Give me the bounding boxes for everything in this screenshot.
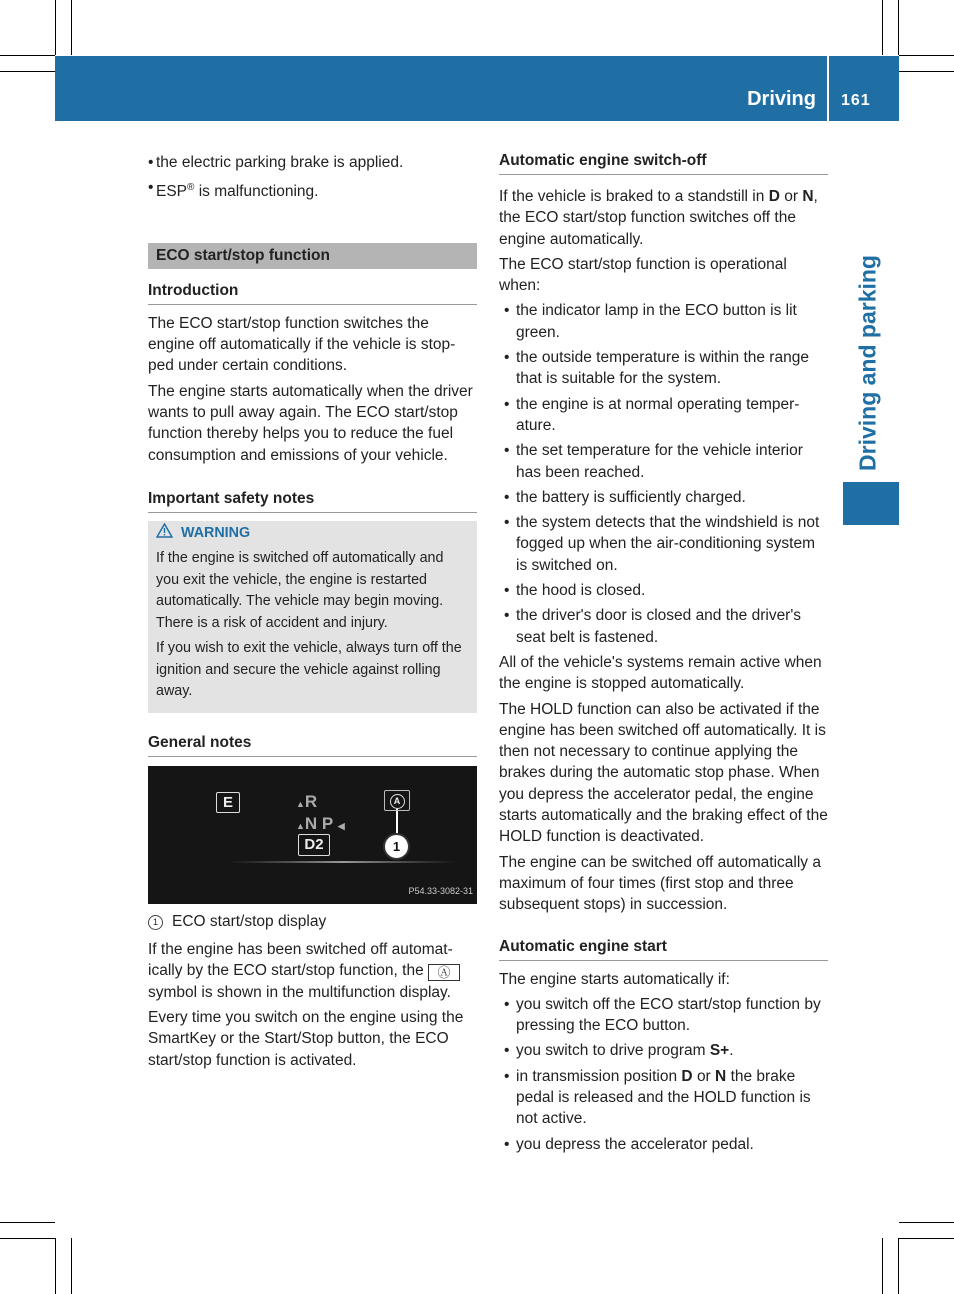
- side-tab-marker: [843, 482, 899, 525]
- callout-legend: [148, 911, 477, 932]
- crop-mark: [899, 1238, 954, 1239]
- list-item: • the driver's door is closed and the driver's seat belt is fastened.: [499, 605, 828, 648]
- page-title: Driving: [747, 88, 816, 110]
- crop-mark: [55, 1238, 56, 1294]
- registered-mark: ®: [187, 182, 195, 194]
- list-item: • you switch off the ECO start/stop function by pressing the ECO button.: [499, 994, 828, 1037]
- paragraph: The HOLD function can also be activated if the engine has been switched off automatically. It is then not necessary to continue applying the brakes during the automatic stop phase. When you depress the accelerator pedal, the engine starts automatically and the braking effect of the HOLD function is deactivated.: [499, 700, 828, 846]
- list-item: • the indicator lamp in the ECO button is lit green.: [499, 300, 828, 343]
- side-tab-text: Driving and parking: [854, 255, 880, 471]
- paragraph: If the engine has been switched off automat-ically by the ECO start/stop function, the Ⓐ symbol is shown in the multifunction display.: [148, 939, 477, 1003]
- callout-marker-icon: 1: [383, 833, 410, 860]
- gear-r-label: ▲R: [296, 791, 318, 811]
- heading-introduction: Introduction: [148, 280, 477, 305]
- gear-e-key: E: [216, 792, 240, 813]
- left-column: [148, 152, 477, 1075]
- crop-mark: [0, 1222, 55, 1223]
- crop-mark: [898, 1238, 899, 1294]
- eco-display-figure: [148, 766, 477, 904]
- eco-symbol-icon: A: [384, 790, 410, 811]
- list-item: • you depress the accelerator pedal.: [499, 1134, 828, 1155]
- list-item: • the battery is sufficiently charged.: [499, 487, 828, 508]
- crop-mark: [0, 55, 55, 56]
- heading-safety-notes: Important safety notes: [148, 488, 477, 513]
- top-bullet-list: [148, 152, 477, 203]
- conditions-list: [499, 300, 828, 647]
- crop-mark: [899, 55, 954, 56]
- right-column: [499, 150, 828, 1159]
- warning-label: WARNING: [181, 525, 251, 542]
- list-item: • the electric parking brake is applied.: [148, 152, 477, 173]
- callout-text: ECO start/stop display: [172, 912, 327, 930]
- crop-mark: [899, 1222, 954, 1223]
- paragraph: The engine starts automatically when the driver wants to pull away again. The ECO start/stop function thereby helps you to reduce the fuel consumption and emissions of your vehicle.: [148, 382, 473, 464]
- list-item: • the engine is at normal operating temper-ature.: [499, 394, 828, 437]
- section-title: ECO start/stop function: [148, 243, 477, 269]
- heading-automatic-switch-off: Automatic engine switch-off: [499, 150, 828, 175]
- paragraph: If the vehicle is braked to a standstill in D or N, the ECO start/stop function switches off the engine automatically.: [499, 188, 818, 248]
- paragraph: The ECO start/stop function is operational when:: [499, 255, 787, 295]
- paragraph: The engine can be switched off automatically a maximum of four times (first stop and three subsequent stops) in succession.: [499, 853, 821, 914]
- paragraph: The ECO start/stop function switches the engine off automatically if the vehicle is stop-ped under certain conditions.: [148, 314, 456, 375]
- crop-mark: [898, 0, 899, 55]
- crop-mark: [0, 1238, 55, 1239]
- list-item: • the hood is closed.: [499, 580, 828, 601]
- start-conditions-list: [499, 994, 828, 1155]
- paragraph: All of the vehicle's systems remain active when the engine is stopped automatically.: [499, 653, 822, 693]
- list-item: • the system detects that the windshield is not fogged up when the air-conditioning system is switched on.: [499, 512, 828, 576]
- esp-label: ESP: [156, 183, 188, 201]
- header-divider: [827, 56, 829, 121]
- crop-mark: [882, 1238, 883, 1294]
- warning-text: If the engine is switched off automatically and you exit the vehicle, the engine is restarted automatically. The vehicle may begin moving. There is a risk of accident and injury.: [156, 550, 444, 631]
- gear-np-label: ▲N P ◀: [296, 813, 345, 833]
- page-number: 161: [841, 92, 871, 109]
- list-item: • in transmission position D or N the brake pedal is released and the HOLD function is not active.: [499, 1066, 828, 1130]
- crop-mark: [0, 71, 55, 72]
- crop-mark: [71, 1238, 72, 1294]
- crop-mark: [882, 0, 883, 55]
- list-item: • you switch to drive program S+.: [499, 1040, 828, 1061]
- paragraph: The engine starts automatically if:: [499, 970, 730, 988]
- warning-header: [156, 523, 469, 546]
- crop-mark: [899, 71, 954, 72]
- figure-code: P54.33-3082-31: [408, 885, 473, 896]
- list-item: • the set temperature for the vehicle interior has been reached.: [499, 440, 828, 483]
- crop-mark: [71, 0, 72, 55]
- list-item: • the outside temperature is within the range that is suitable for the system.: [499, 347, 828, 390]
- heading-general-notes: General notes: [148, 732, 477, 757]
- eco-symbol-inline-icon: Ⓐ: [428, 964, 460, 981]
- callout-number: 1: [148, 915, 163, 930]
- paragraph: Every time you switch on the engine using the SmartKey or the Start/Stop button, the ECO start/stop function is activated.: [148, 1009, 464, 1069]
- warning-box: [148, 521, 477, 713]
- heading-automatic-start: Automatic engine start: [499, 936, 828, 961]
- gear-d2-key: D2: [298, 834, 330, 856]
- crop-mark: [55, 0, 56, 55]
- warning-triangle-icon: [156, 523, 173, 546]
- warning-text: If you wish to exit the vehicle, always turn off the ignition and secure the vehicle against rolling away.: [156, 640, 462, 700]
- side-tab-label: [853, 256, 882, 470]
- list-item: • ESP® is malfunctioning.: [148, 177, 477, 202]
